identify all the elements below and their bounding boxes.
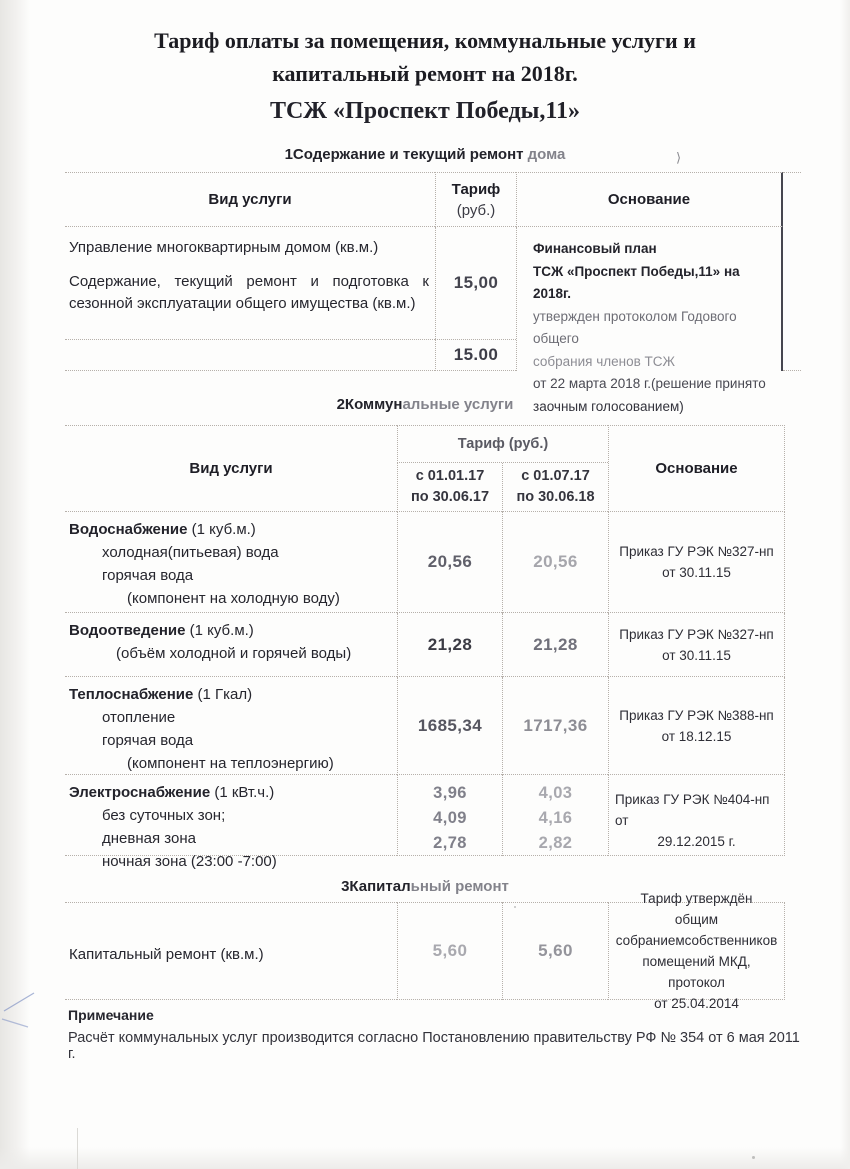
- service-sub-line: без суточных зон;: [102, 807, 226, 824]
- basis-line: общим: [674, 912, 719, 927]
- capital-repair-basis: [608, 891, 785, 1011]
- scan-stray-mark: ⟩: [676, 150, 682, 165]
- note-text: Расчёт коммунальных услуг производится согласно Постановлению правительству РФ № 354 от 6 мая 2011 г.: [68, 1030, 800, 1062]
- service-sub-line: ночная зона (23:00 -7:00): [102, 853, 277, 870]
- service-unit: (1 Гкал): [193, 686, 253, 703]
- utilities-table: [65, 425, 785, 870]
- sewerage-tariff-period2: 21,28: [502, 613, 608, 677]
- basis-line: ТСЖ «Проспект Победы,11» на 2018г.: [533, 263, 740, 301]
- sewerage-tariff-period1: 21,28: [397, 613, 502, 677]
- heating-tariff-period2: 1717,36: [502, 677, 608, 775]
- electricity-tariff-period2: [502, 775, 608, 856]
- service-sub-line: дневная зона: [102, 830, 196, 847]
- basis-line: от 25.04.2014: [654, 996, 739, 1011]
- basis-line: 29.12.2015 г.: [657, 834, 736, 849]
- basis-line: Приказ ГУ РЭК №404-нп от: [615, 792, 770, 828]
- water-tariff-period1: 20,56: [397, 512, 502, 613]
- section1-heading-light: дома: [523, 146, 566, 163]
- basis-line: Тариф утверждён: [640, 891, 753, 906]
- service-unit: (1 кВт.ч.): [210, 784, 275, 801]
- utilities-row-sewerage-service: [65, 613, 397, 677]
- section2-heading-light: альные услуги: [402, 396, 514, 413]
- heating-tariff-period1: 1685,34: [397, 677, 502, 775]
- capital-repair-tariff-period1: 5,60: [397, 902, 502, 1000]
- maintenance-col-basis: Основание: [516, 172, 783, 227]
- utilities-col-period2: [502, 463, 608, 512]
- section1-heading: [65, 146, 785, 163]
- tariff-value: 2,82: [538, 834, 573, 852]
- basis-line: от 30.11.15: [662, 647, 731, 663]
- period1-line1: с 01.01.17: [415, 468, 485, 484]
- basis-line: от 22 марта 2018 г.(решение принято: [533, 376, 766, 391]
- period2-line2: по 30.06.18: [516, 489, 595, 505]
- utilities-col-basis: Основание: [608, 425, 785, 512]
- utilities-col-service: Вид услуги: [65, 425, 397, 512]
- service-sub-line: горячая вода: [102, 567, 194, 584]
- basis-line: утвержден протоколом Годового общего: [533, 308, 737, 346]
- section1-heading-dark: 1Содержание и текущий ремонт: [284, 146, 524, 163]
- service-sub-line: (компонент на холодную воду): [127, 590, 340, 607]
- electricity-tariff-period1: [397, 775, 502, 856]
- utilities-row-electricity-service: [65, 775, 397, 870]
- water-tariff-period2: 20,56: [502, 512, 608, 613]
- document-title-line1: Тариф оплаты за помещения, коммунальные услуги и: [154, 28, 696, 53]
- basis-line: помещений МКД, протокол: [642, 954, 751, 990]
- basis-line: Финансовый план: [533, 241, 657, 256]
- tariff-value: 3,96: [433, 784, 467, 802]
- maintenance-col-tariff-line1: Тариф: [451, 180, 501, 198]
- maintenance-tariff-main: 15,00: [435, 227, 516, 339]
- section2-heading-dark: 2Коммун: [336, 396, 403, 413]
- utilities-col-period1: [397, 463, 502, 512]
- heating-basis: [608, 677, 785, 775]
- table1-border-extension-top: [783, 172, 801, 173]
- service-sub-line: холодная(питьевая) вода: [102, 544, 279, 561]
- electricity-basis: [608, 775, 785, 856]
- utilities-row-heating-service: [65, 677, 397, 775]
- tariff-value: 4,03: [538, 784, 573, 802]
- maintenance-basis-cell: [516, 227, 783, 414]
- maintenance-col-tariff: [435, 172, 516, 227]
- service-name: Теплоснабжение (1 Гкал): [69, 686, 253, 703]
- basis-line: от 18.12.15: [661, 728, 732, 744]
- scan-edge-bottom: [0, 1147, 850, 1169]
- service-sub-line: отопление: [102, 709, 176, 726]
- section2-heading: [65, 396, 785, 413]
- capital-repair-service: Капитальный ремонт (кв.м.): [65, 902, 397, 1000]
- capital-repair-tariff-period2: 5,60: [502, 902, 608, 1000]
- service-unit: (1 куб.м.): [187, 521, 256, 538]
- document-title-line2: капитальный ремонт на 2018г.: [272, 61, 578, 86]
- service-sub-line: (объём холодной и горячей воды): [116, 645, 352, 662]
- document-subtitle: ТСЖ «Проспект Победы,11»: [269, 98, 581, 124]
- basis-line: от 30.11.15: [662, 565, 731, 580]
- tariff-value: 2,78: [433, 834, 467, 852]
- service-name: Водоснабжение (1 куб.м.): [69, 521, 256, 538]
- basis-line: Приказ ГУ РЭК №327-нп: [619, 544, 774, 559]
- maintenance-empty-cell: [65, 339, 435, 371]
- section3-heading-light: ьный ремонт: [410, 878, 509, 895]
- basis-line: собрания членов ТСЖ: [533, 353, 675, 369]
- maintenance-service-line2: Содержание, текущий ремонт и подготовка к сезонной эксплуатации общего имущества (кв.м.): [69, 273, 429, 312]
- sewerage-basis: [608, 613, 785, 677]
- utilities-col-tariff-group: Тариф (руб.): [397, 425, 608, 463]
- table1-border-extension-bottom: [783, 370, 801, 371]
- service-unit: (1 куб.м.): [185, 622, 254, 639]
- maintenance-service-line1: Управление многоквартирным домом (кв.м.): [69, 239, 379, 256]
- service-name: Водоотведение (1 куб.м.): [69, 622, 254, 639]
- basis-line: заочным голосованием): [533, 398, 684, 414]
- capital-repair-table: [65, 891, 785, 1011]
- basis-line: Приказ ГУ РЭК №388-нп: [619, 707, 774, 723]
- period2-line1: с 01.07.17: [521, 468, 590, 484]
- maintenance-service-cell: [65, 227, 435, 339]
- water-basis: [608, 512, 785, 613]
- document-title: [30, 24, 820, 90]
- maintenance-tariff-secondary: 15.00: [435, 339, 516, 371]
- period1-line2: по 30.06.17: [410, 489, 490, 505]
- note-label: Примечание: [68, 1007, 154, 1023]
- service-sub-line: горячая вода: [102, 732, 194, 749]
- utilities-row-water-service: [65, 512, 397, 613]
- tariff-value: 4,09: [433, 809, 467, 827]
- maintenance-col-service: Вид услуги: [65, 172, 435, 227]
- scan-fold-line: [77, 1128, 78, 1169]
- service-name: Электроснабжение (1 кВт.ч.): [69, 784, 275, 801]
- scan-speck: [752, 1156, 755, 1159]
- basis-line: Приказ ГУ РЭК №327-нп: [619, 626, 774, 642]
- tariff-value: 4,16: [538, 809, 573, 827]
- service-sub-line: (компонент на теплоэнергию): [127, 755, 334, 772]
- section3-heading-dark: 3Капитал: [341, 878, 411, 895]
- basis-line: собраниемсобственников: [615, 933, 778, 948]
- scan-edge-right: [840, 0, 850, 1169]
- maintenance-col-tariff-line2: (руб.): [456, 201, 496, 219]
